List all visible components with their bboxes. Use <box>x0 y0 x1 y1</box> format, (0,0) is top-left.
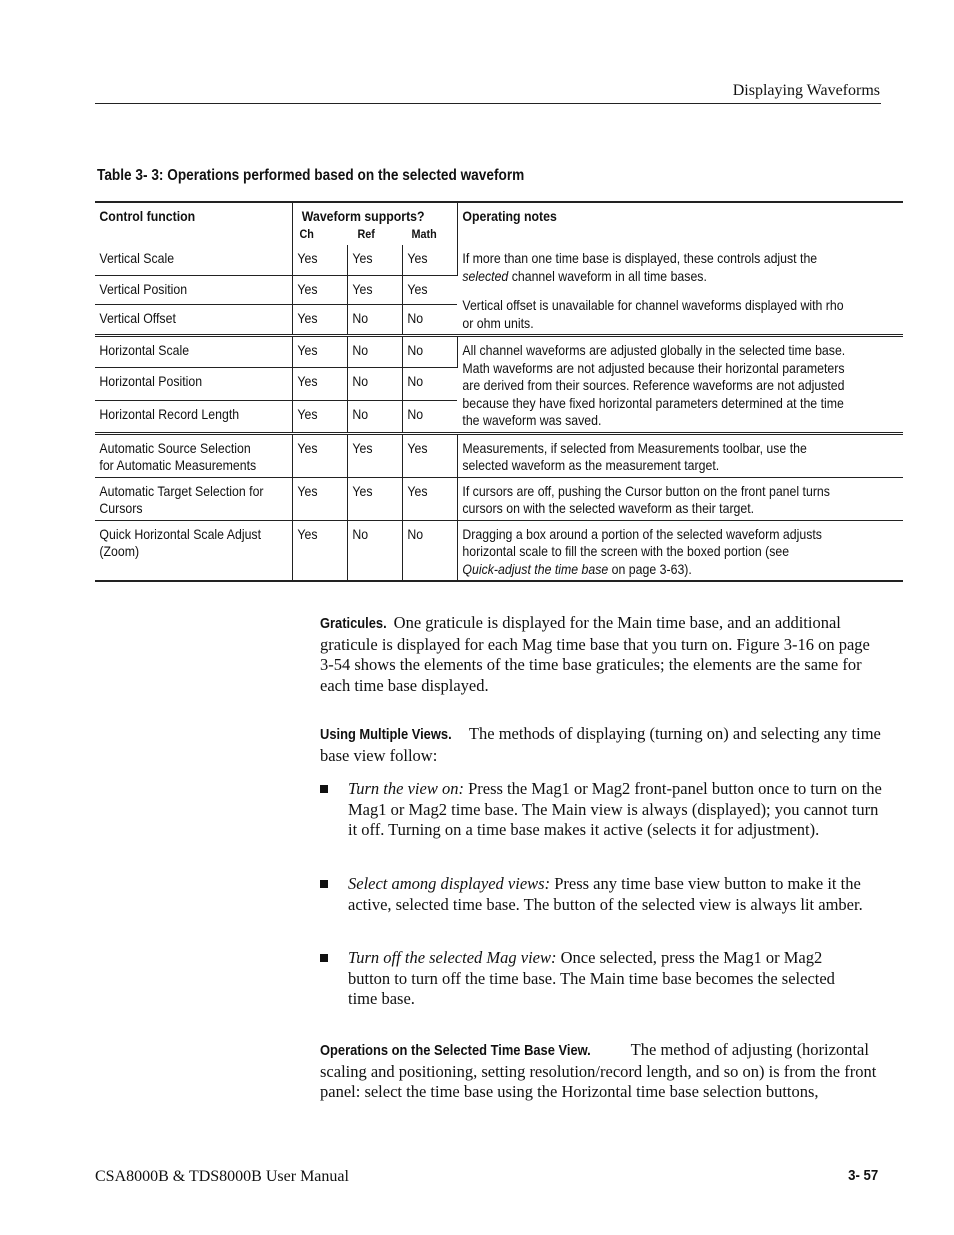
bullet-square-icon <box>320 880 328 888</box>
ch-cell: Yes <box>296 281 318 297</box>
graticules-paragraph <box>320 613 882 696</box>
ref-cell: No <box>351 342 368 358</box>
control-cell: Vertical Scale <box>99 250 175 266</box>
ch-cell: Yes <box>296 250 318 266</box>
notes-horizontal: All channel waveforms are adjusted globally in the selected time base. Math waveforms are not adjusted because their horizontal parameters are derived from their sources. Reference waveforms are not adjusted because they have fixed horizontal parameters determined at the time the waveform was saved. <box>461 342 845 428</box>
math-cell: No <box>406 342 423 358</box>
multiple-views-paragraph <box>320 724 882 766</box>
footer-page-number: 3- 57 <box>847 1167 878 1184</box>
ref-cell: No <box>351 372 368 389</box>
header-operating-notes: Operating notes <box>461 208 557 224</box>
notes-zoom: Dragging a box around a portion of the selected waveform adjusts horizontal scale to fill the screen with the boxed portion (see Quick-adjust the time base on page 3-63). <box>461 525 822 577</box>
header-rule <box>95 103 881 104</box>
operations-paragraph <box>320 1040 882 1103</box>
running-header: Displaying Waveforms <box>732 82 880 99</box>
ref-cell: Yes <box>351 281 373 297</box>
ch-cell: Yes <box>296 310 318 327</box>
ref-cell: Yes <box>351 439 373 456</box>
header-waveform-supports: Waveform supports? <box>301 208 425 224</box>
bullet-item: Turn off the selected Mag view: Once selected, press the Mag1 or Mag2 button to turn off the time base. The Main time base becomes the selected time base. <box>320 948 860 1010</box>
header-control-function: Control function <box>99 208 196 224</box>
table-title: Table 3- 3: Operations performed based on the selected waveform <box>97 167 525 184</box>
ch-cell: Yes <box>296 372 318 389</box>
control-cell: Automatic Source Selection for Automatic Measurements <box>99 439 257 473</box>
operations-table <box>95 201 903 582</box>
control-cell: Automatic Target Selection for Cursors <box>99 482 264 516</box>
notes-auto-target: If cursors are off, pushing the Cursor button on the front panel turns cursors on with the selected waveform as their target. <box>461 482 830 516</box>
graticules-heading: Graticules. <box>320 615 387 632</box>
header-math: Math <box>411 226 437 241</box>
ch-cell: Yes <box>296 439 318 456</box>
table-header-row <box>95 202 903 245</box>
table-row <box>95 433 903 477</box>
ch-cell: Yes <box>296 342 318 358</box>
control-cell: Horizontal Position <box>99 372 203 389</box>
bullet-item: Select among displayed views: Press any time base view button to make it the active, selected time base. The button of the selected view is always lit amber. <box>320 874 865 915</box>
notes-auto-source: Measurements, if selected from Measurements toolbar, use the selected waveform as the measurement target. <box>461 439 807 473</box>
operations-text: The method of adjusting (horizontal scaling and positioning, setting resolution/record length, and so on) is from the front panel: select the time base using the Horizontal time base selection buttons, <box>320 1040 877 1101</box>
math-cell: No <box>406 310 423 327</box>
header-ref: Ref <box>357 226 375 241</box>
control-cell: Quick Horizontal Scale Adjust (Zoom) <box>99 525 262 559</box>
ref-cell: No <box>351 405 368 422</box>
math-cell: Yes <box>406 439 428 456</box>
footer-manual-title: CSA8000B & TDS8000B User Manual <box>95 1168 349 1185</box>
math-cell: Yes <box>406 281 428 297</box>
notes-vertical: If more than one time base is displayed, these controls adjust the selected channel waveform in all time bases. Vertical offset is unavailable for channel waveforms displayed with rho or ohm units. <box>461 250 844 331</box>
ref-cell: No <box>351 525 368 542</box>
table-row <box>95 245 903 276</box>
header-subcolumns <box>293 226 457 246</box>
ref-cell: Yes <box>351 482 373 499</box>
header-ch: Ch <box>299 226 314 241</box>
control-cell: Horizontal Record Length <box>99 405 240 422</box>
math-cell: No <box>406 405 423 422</box>
multiple-views-heading: Using Multiple Views. <box>320 726 452 743</box>
math-cell: Yes <box>406 250 428 266</box>
multiple-views-text: The methods of displaying (turning on) and selecting any time base view follow: <box>320 724 881 765</box>
table-row <box>95 336 903 368</box>
graticules-text: One graticule is displayed for the Main time base, and an additional graticule is displayed for each Mag time base that you turn on. Figure 3-16 on page 3-54 shows the elements of the time base graticules; the elements are the same for each time base displayed. <box>320 613 870 695</box>
control-cell: Vertical Position <box>99 281 188 297</box>
ch-cell: Yes <box>296 405 318 422</box>
bullet-item: Turn the view on: Press the Mag1 or Mag2 front-panel button once to turn on the Mag1 or Mag2 time base. The Main view is always (displayed); you cannot turn it off. Turning on a time base makes it active (selects it for adjustment). <box>320 779 882 841</box>
math-cell: No <box>406 525 423 542</box>
math-cell: No <box>406 372 423 389</box>
operations-heading: Operations on the Selected Time Base View. <box>320 1042 591 1059</box>
ref-cell: Yes <box>351 250 373 266</box>
bullet-square-icon <box>320 954 328 962</box>
math-cell: Yes <box>406 482 428 499</box>
bullet-square-icon <box>320 785 328 793</box>
table-row <box>95 520 903 581</box>
ch-cell: Yes <box>296 525 318 542</box>
control-cell: Vertical Offset <box>99 310 176 327</box>
table-row <box>95 477 903 520</box>
ch-cell: Yes <box>296 482 318 499</box>
ref-cell: No <box>351 310 368 327</box>
control-cell: Horizontal Scale <box>99 342 190 358</box>
